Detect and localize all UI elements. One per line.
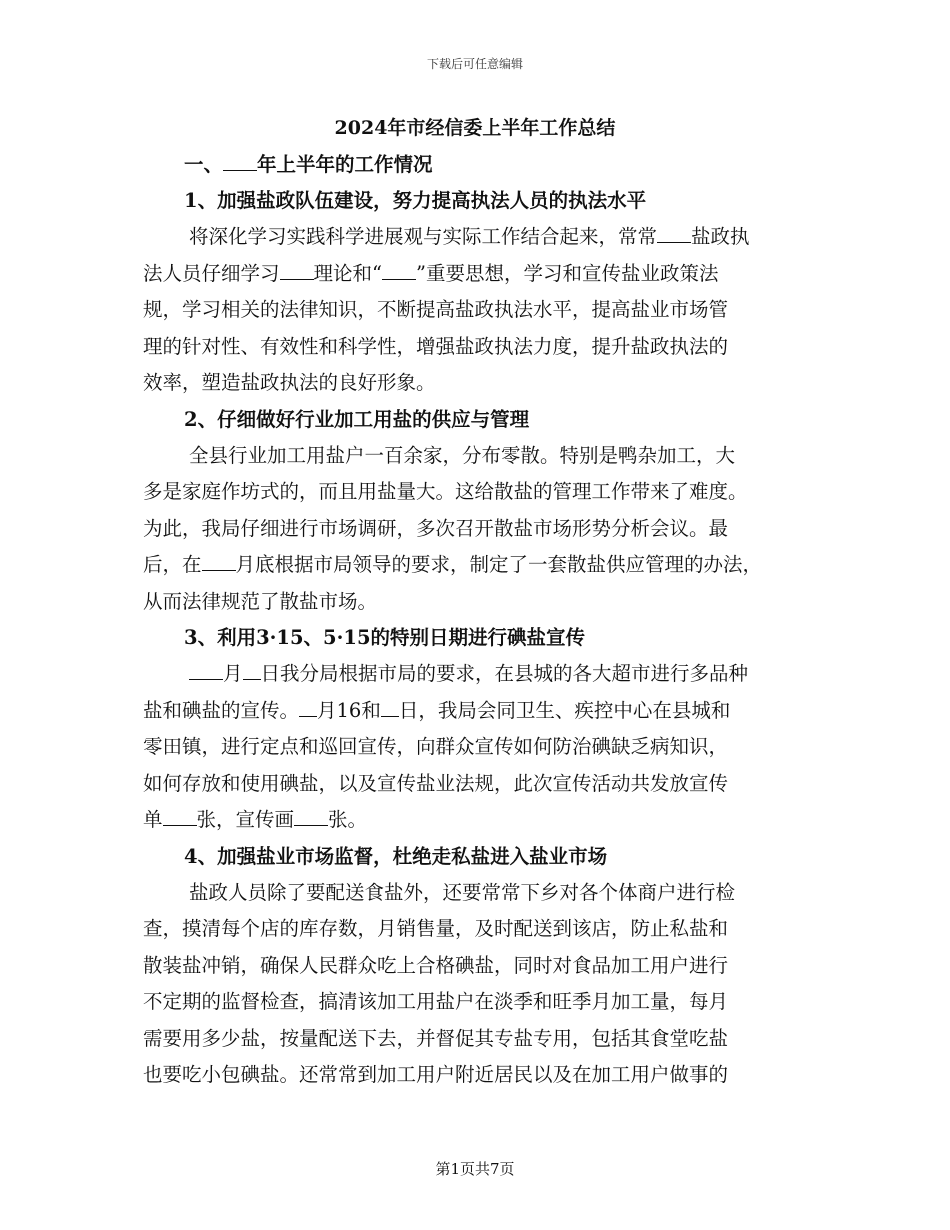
blank-underline (294, 807, 328, 826)
text-line: 从而法律规范了散盐市场。 (143, 589, 378, 613)
blank-underline (189, 661, 223, 680)
text-line: 全县行业加工用盐户一百余家，分布零散。特别是鸭杂加工，大 (189, 443, 736, 467)
paragraph-2 (143, 438, 815, 621)
text-line: 零田镇，进行定点和巡回宣传，向群众宣传如何防治碘缺乏病知识， (143, 735, 729, 758)
document-title: 2024年市经信委上半年工作总结 (334, 117, 616, 139)
item-heading-3: 3、利用3·15、5·15的特别日期进行碘盐宣传 (184, 626, 586, 649)
section-heading-1: 一、 年上半年的工作情况 (184, 153, 433, 176)
blank-underline (202, 552, 236, 571)
paragraph-1 (143, 219, 815, 402)
text-line: 将深化学习实践科学进展观与实际工作结合起来，常常 盐政执 (189, 225, 750, 248)
item-heading-2: 2、仔细做好行业加工用盐的供应与管理 (184, 407, 530, 431)
blank-underline (381, 698, 399, 717)
page-number-footer: 第1页共7页 (435, 1160, 515, 1178)
page-header-note: 下载后可任意编辑 (426, 57, 523, 71)
blank-underline (163, 807, 197, 826)
text-line: 查，摸清每个店的库存数，月销售量，及时配送到该店，防止私盐和 (143, 917, 729, 940)
text-line: 盐和碘盐的宣传。 月16和 日，我局会同卫生、疾控中心在县城和 (143, 698, 731, 722)
text-line: 盐政人员除了要配送食盐外，还要常常下乡对各个体商户进行检 (189, 880, 736, 904)
paragraph-4 (143, 875, 815, 1094)
blank-underline (382, 261, 416, 280)
text-line: 理的针对性、有效性和科学性，增强盐政执法力度，提升盐政执法的 (143, 334, 729, 358)
text-line: 规，学习相关的法律知识，不断提高盐政执法水平，提高盐业市场管 (143, 298, 729, 321)
text-line: 月 日我分局根据市局的要求，在县城的各大超市进行多品种 (143, 656, 815, 693)
text-line: 效率，塑造盐政执法的良好形象。 (143, 371, 436, 394)
item-heading-1: 1、加强盐政队伍建设，努力提高执法人员的执法水平 (184, 189, 647, 212)
text-line: 散装盐冲销，确保人民群众吃上合格碘盐，同时对食品加工用户进行 (143, 953, 729, 977)
blank-underline (657, 224, 691, 243)
blank-underline (243, 661, 261, 680)
text-line: 多是家庭作坊式的，而且用盐量大。这给散盐的管理工作带来了难度。 (143, 480, 748, 503)
text-line: 单 张，宣传画 张。 (143, 808, 368, 831)
text-line: 为此，我局仔细进行市场调研，多次召开散盐市场形势分析会议。最 (143, 516, 729, 540)
blank-underline (280, 261, 314, 280)
text-line: 也要吃小包碘盐。还常常到加工用户附近居民以及在加工用户做事的 (143, 1063, 729, 1086)
document-body (143, 147, 815, 1094)
text-line: 法人员仔细学习 理论和“ ”重要思想，学习和宣传盐业政策法 (143, 261, 719, 285)
text-line: 需要用多少盐，按量配送下去，并督促其专盐专用，包括其食堂吃盐 (143, 1026, 729, 1050)
text-line: 后，在 月底根据市局领导的要求，制定了一套散盐供应管理的办法， (143, 553, 763, 576)
paragraph-3 (143, 656, 815, 839)
blank-underline (223, 152, 257, 171)
text-line: 如何存放和使用碘盐，以及宣传盐业法规，此次宣传活动共发放宣传 (143, 771, 729, 795)
text-line: 不定期的监督检查，搞清该加工用盐户在淡季和旺季月加工量，每月 (143, 990, 729, 1013)
blank-underline (299, 698, 317, 717)
item-heading-4: 4、加强盐业市场监督，杜绝走私盐进入盐业市场 (184, 844, 608, 868)
